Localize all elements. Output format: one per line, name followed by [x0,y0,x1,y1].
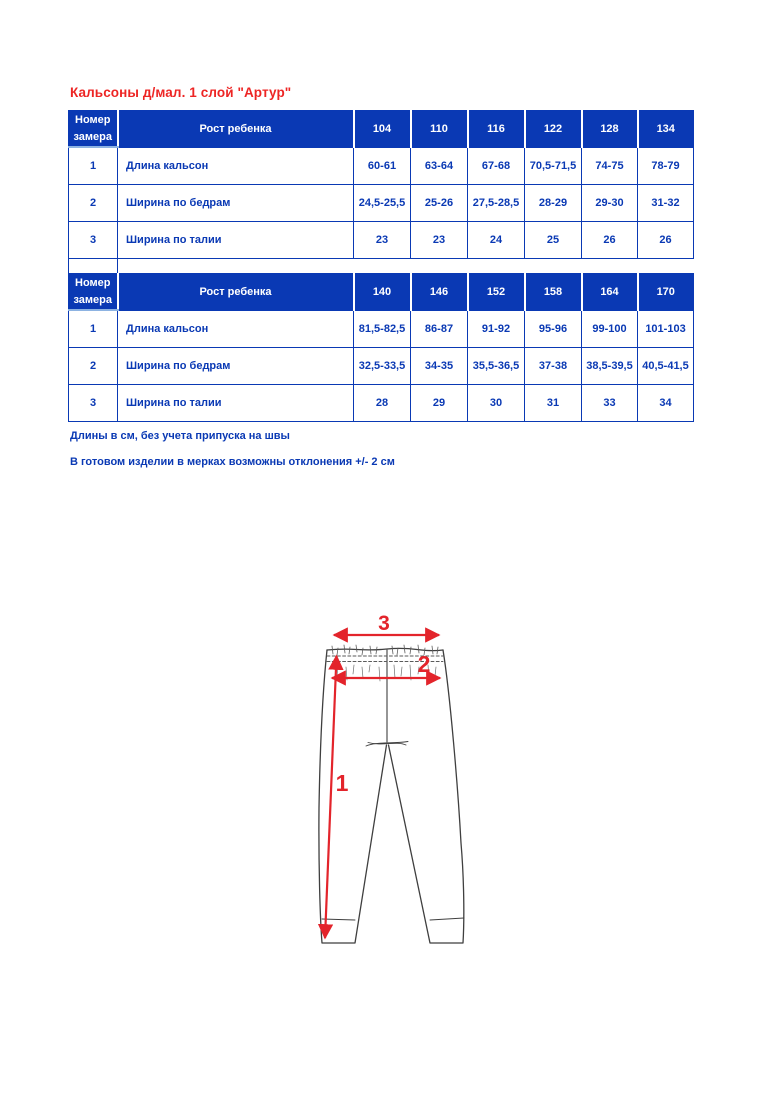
cell-value: 26 [582,222,638,259]
table-row [69,222,694,259]
length-arrow [325,656,337,938]
note-tolerance: В готовом изделии в мерках возможны отклонения +/- 2 см [70,456,395,468]
header-size-122: 122 [525,111,582,148]
cell-value: 78-79 [638,147,694,185]
cell-value: 95-96 [525,310,582,348]
cell-measure-number: 3 [69,385,118,422]
cell-value: 24 [468,222,525,259]
header-size-158: 158 [525,274,582,311]
cell-value: 34 [638,385,694,422]
cell-value: 29-30 [582,185,638,222]
cell-measure-label: Ширина по бедрам [118,185,354,222]
header-size-116: 116 [468,111,525,148]
cell-value: 28-29 [525,185,582,222]
waist-width-label: 3 [378,612,390,635]
cell-value: 70,5-71,5 [525,147,582,185]
cell-measure-label: Ширина по бедрам [118,348,354,385]
cell-value: 31 [525,385,582,422]
cell-value: 91-92 [468,310,525,348]
header-size-164: 164 [582,274,638,311]
header-size-140: 140 [354,274,411,311]
table-row [69,348,694,385]
size-table-2 [68,273,694,422]
header-measure-number: Номер замера [69,111,118,148]
cell-value: 23 [411,222,468,259]
cell-value: 34-35 [411,348,468,385]
page-title: Кальсоны д/мал. 1 слой "Артур" [70,85,292,100]
cell-measure-number: 1 [69,310,118,348]
header-size-170: 170 [638,274,694,311]
cell-value: 25 [525,222,582,259]
cell-value: 27,5-28,5 [468,185,525,222]
header-child-height: Рост ребенка [118,274,354,311]
cell-value: 23 [354,222,411,259]
cell-measure-label: Длина кальсон [118,147,354,185]
cell-measure-number: 2 [69,348,118,385]
cell-measure-number: 3 [69,222,118,259]
cell-value: 28 [354,385,411,422]
cell-measure-label: Ширина по талии [118,222,354,259]
header-size-110: 110 [411,111,468,148]
cell-value: 31-32 [638,185,694,222]
cell-value: 35,5-36,5 [468,348,525,385]
header-size-152: 152 [468,274,525,311]
cell-value: 60-61 [354,147,411,185]
cell-value: 101-103 [638,310,694,348]
table-row [69,147,694,185]
table-gap [68,259,694,273]
cell-measure-number: 1 [69,147,118,185]
cell-value: 40,5-41,5 [638,348,694,385]
cell-value: 86-87 [411,310,468,348]
table-row [69,185,694,222]
cell-value: 99-100 [582,310,638,348]
hip-width-label: 2 [417,651,431,677]
pants-diagram [280,588,505,973]
header-size-104: 104 [354,111,411,148]
cell-measure-label: Ширина по талии [118,385,354,422]
cell-value: 81,5-82,5 [354,310,411,348]
length-label: 1 [335,770,349,796]
cell-value: 63-64 [411,147,468,185]
header-size-134: 134 [638,111,694,148]
size-table-1 [68,110,694,259]
cell-measure-label: Длина кальсон [118,310,354,348]
cell-measure-number: 2 [69,185,118,222]
cell-value: 24,5-25,5 [354,185,411,222]
cell-value: 29 [411,385,468,422]
cell-value: 38,5-39,5 [582,348,638,385]
cell-value: 67-68 [468,147,525,185]
table-row [69,310,694,348]
note-units: Длины в см, без учета припуска на швы [70,430,290,442]
cell-value: 26 [638,222,694,259]
size-tables [68,110,693,422]
header-size-128: 128 [582,111,638,148]
cell-value: 33 [582,385,638,422]
header-measure-number: Номер замера [69,274,118,311]
header-size-146: 146 [411,274,468,311]
cell-value: 32,5-33,5 [354,348,411,385]
table-row [69,385,694,422]
cell-value: 25-26 [411,185,468,222]
cell-value: 74-75 [582,147,638,185]
cell-value: 30 [468,385,525,422]
header-child-height: Рост ребенка [118,111,354,148]
notes-block [70,430,395,482]
cell-value: 37-38 [525,348,582,385]
